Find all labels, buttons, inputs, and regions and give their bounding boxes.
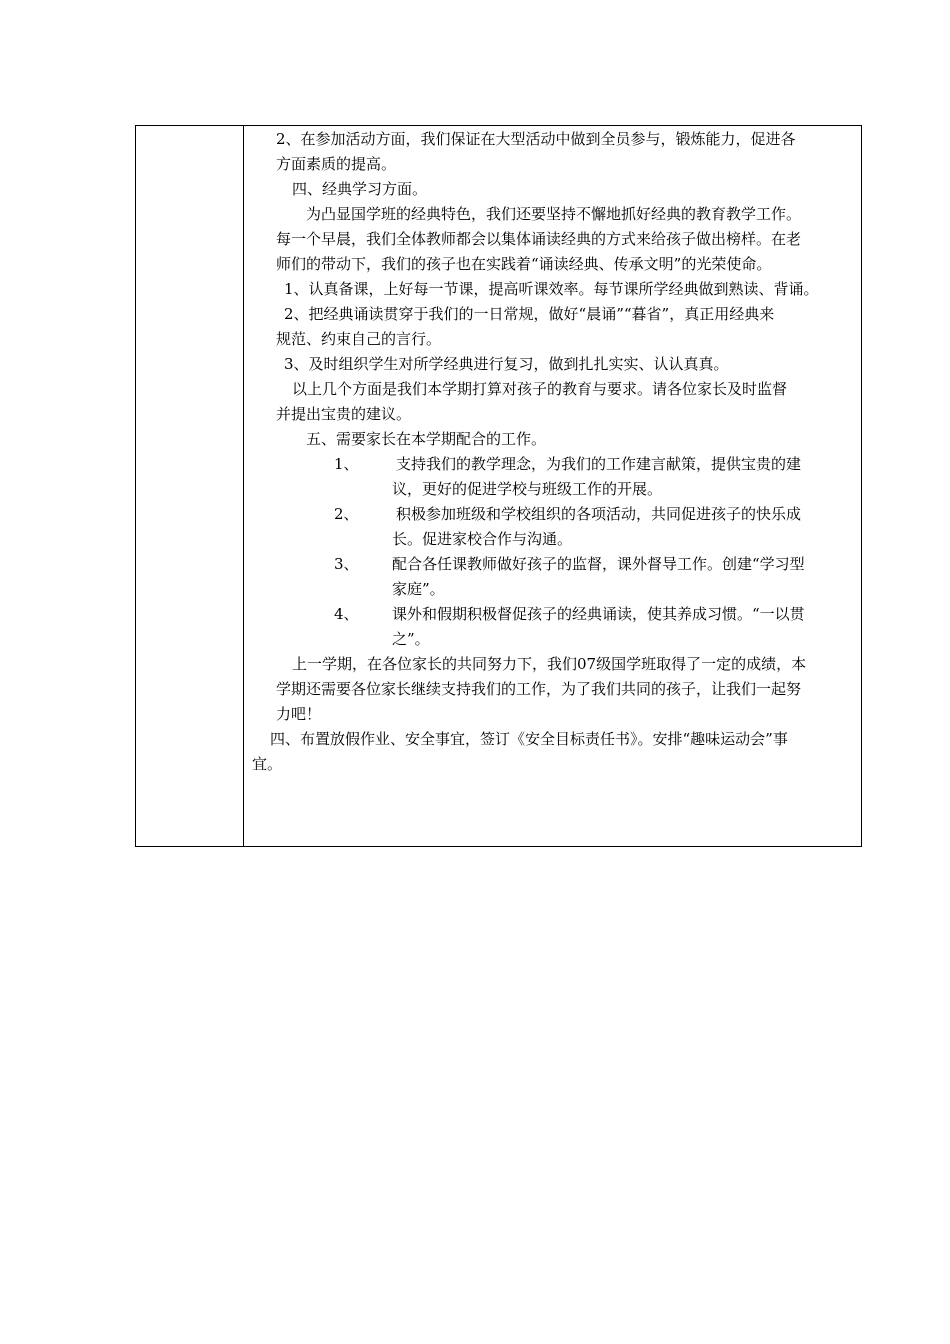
- list-number: 3、: [334, 555, 359, 573]
- table-content-cell: [244, 126, 861, 846]
- text-line: 每一个早晨，我们全体教师都会以集体诵读经典的方式来给孩子做出榜样。在老: [276, 230, 802, 248]
- list-item-text: 长。促进家校合作与沟通。: [392, 530, 573, 548]
- text-line: 学期还需要各位家长继续支持我们的工作，为了我们共同的孩子，让我们一起努: [276, 680, 802, 698]
- list-item-text: 之”。: [392, 630, 430, 648]
- list-item-text: 课外和假期积极督促孩子的经典诵读，使其养成习惯。“一以贯: [392, 605, 805, 623]
- list-number: 2、: [334, 505, 359, 523]
- section-heading: 五、需要家长在本学期配合的工作。: [306, 430, 547, 448]
- section-heading: 四、经典学习方面。: [292, 180, 428, 198]
- text-line: 师们的带动下，我们的孩子也在实践着“诵读经典、传承文明”的光荣使命。: [276, 255, 772, 273]
- text-line: 宜。: [252, 755, 283, 773]
- list-item-text: 积极参加班级和学校组织的各项活动，共同促进孩子的快乐成: [396, 505, 802, 523]
- text-line: 力吧！: [276, 705, 322, 723]
- text-line: 以上几个方面是我们本学期打算对孩子的教育与要求。请各位家长及时监督: [292, 380, 788, 398]
- text-line: 为凸显国学班的经典特色，我们还要坚持不懈地抓好经典的教育教学工作。: [306, 205, 802, 223]
- document-table: [135, 125, 862, 847]
- list-item-text: 议，更好的促进学校与班级工作的开展。: [392, 480, 663, 498]
- list-item-text: 家庭”。: [392, 580, 445, 598]
- text-line: 1、认真备课，上好每一节课，提高听课效率。每节课所学经典做到熟读、背诵。: [284, 280, 819, 298]
- table-left-cell: [136, 126, 244, 846]
- text-line: 3、及时组织学生对所学经典进行复习，做到扎扎实实、认认真真。: [284, 355, 729, 373]
- text-line: 2、在参加活动方面，我们保证在大型活动中做到全员参与，锻炼能力，促进各: [276, 130, 796, 148]
- list-item-text: 配合各任课教师做好孩子的监督，课外督导工作。创建“学习型: [392, 555, 805, 573]
- text-line: 并提出宝贵的建议。: [276, 405, 412, 423]
- text-line: 方面素质的提高。: [276, 155, 397, 173]
- list-number: 4、: [334, 605, 359, 623]
- text-line: 规范、约束自己的言行。: [276, 330, 442, 348]
- list-number: 1、: [334, 455, 359, 473]
- text-line: 2、把经典诵读贯穿于我们的一日常规，做好“晨诵”“暮省”，真正用经典来: [284, 305, 775, 323]
- text-line: 上一学期，在各位家长的共同努力下，我们07级国学班取得了一定的成绩，本: [292, 655, 807, 673]
- section-heading: 四、布置放假作业、安全事宜，签订《安全目标责任书》。安排“趣味运动会”事: [270, 730, 788, 748]
- list-item-text: 支持我们的教学理念，为我们的工作建言献策，提供宝贵的建: [396, 455, 802, 473]
